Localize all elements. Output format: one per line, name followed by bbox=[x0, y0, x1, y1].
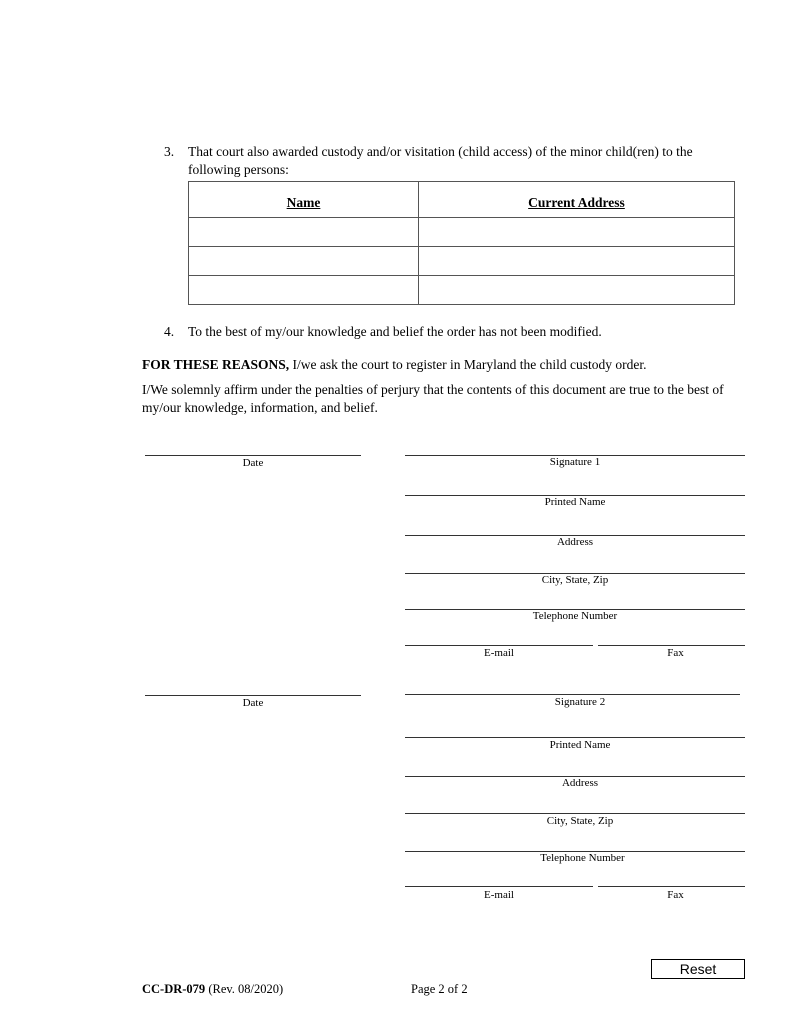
address-cell[interactable] bbox=[419, 218, 735, 247]
email-2-line[interactable] bbox=[405, 886, 593, 887]
email-1-line[interactable] bbox=[405, 645, 593, 646]
printed-name-2-label: Printed Name bbox=[549, 739, 611, 751]
email-1-label: E-mail bbox=[484, 647, 514, 659]
reasons-paragraph bbox=[142, 356, 752, 374]
signature-2-label: Signature 2 bbox=[554, 696, 606, 708]
name-cell[interactable] bbox=[189, 218, 419, 247]
fax-2-line[interactable] bbox=[598, 886, 745, 887]
persons-table bbox=[188, 181, 735, 305]
fax-1-line[interactable] bbox=[598, 645, 745, 646]
address-cell[interactable] bbox=[419, 247, 735, 276]
address-column-header: Current Address bbox=[419, 182, 735, 218]
signature-1-label: Signature 1 bbox=[549, 456, 601, 468]
city-2-line[interactable] bbox=[405, 813, 745, 814]
telephone-1-label: Telephone Number bbox=[532, 610, 618, 622]
date-2-label: Date bbox=[242, 697, 264, 709]
fax-2-label: Fax bbox=[667, 889, 684, 901]
page-number: Page 2 of 2 bbox=[411, 982, 468, 996]
item-3-number: 3. bbox=[164, 144, 175, 159]
address-1-label: Address bbox=[556, 536, 594, 548]
address-2-label: Address bbox=[561, 777, 599, 789]
printed-name-2-line[interactable] bbox=[405, 737, 745, 738]
table-row bbox=[189, 276, 735, 305]
item-3-text: That court also awarded custody and/or visitation (child access) of the minor child(ren) to the following persons: bbox=[188, 144, 693, 177]
item-4 bbox=[164, 323, 764, 343]
city-1-label: City, State, Zip bbox=[541, 574, 609, 586]
reset-button[interactable]: Reset bbox=[651, 959, 745, 979]
reasons-text: I/we ask the court to register in Maryland the child custody order. bbox=[289, 357, 647, 372]
date-1-line[interactable] bbox=[145, 455, 361, 456]
telephone-2-label: Telephone Number bbox=[540, 852, 625, 864]
date-1-label: Date bbox=[242, 457, 264, 469]
form-revision: (Rev. 08/2020) bbox=[208, 982, 284, 996]
table-row bbox=[189, 218, 735, 247]
email-2-label: E-mail bbox=[484, 889, 514, 901]
reasons-lead: FOR THESE REASONS, bbox=[142, 357, 290, 372]
form-id bbox=[142, 982, 283, 997]
city-2-label: City, State, Zip bbox=[546, 815, 614, 827]
item-4-number: 4. bbox=[164, 324, 175, 339]
printed-name-1-label: Printed Name bbox=[544, 496, 606, 508]
fax-1-label: Fax bbox=[667, 647, 684, 659]
address-cell[interactable] bbox=[419, 276, 735, 305]
name-column-header: Name bbox=[189, 182, 419, 218]
table-row bbox=[189, 247, 735, 276]
signature-2-line[interactable] bbox=[405, 694, 740, 695]
name-cell[interactable] bbox=[189, 247, 419, 276]
item-3 bbox=[164, 143, 764, 183]
form-number: CC-DR-079 bbox=[142, 982, 206, 996]
table-header-row bbox=[189, 182, 735, 218]
name-cell[interactable] bbox=[189, 276, 419, 305]
item-4-text: To the best of my/our knowledge and belief the order has not been modified. bbox=[188, 324, 602, 339]
affirmation-paragraph: I/We solemnly affirm under the penalties of perjury that the contents of this document are true to the best of my/our knowledge, information, and belief. bbox=[142, 382, 724, 415]
date-2-line[interactable] bbox=[145, 695, 361, 696]
